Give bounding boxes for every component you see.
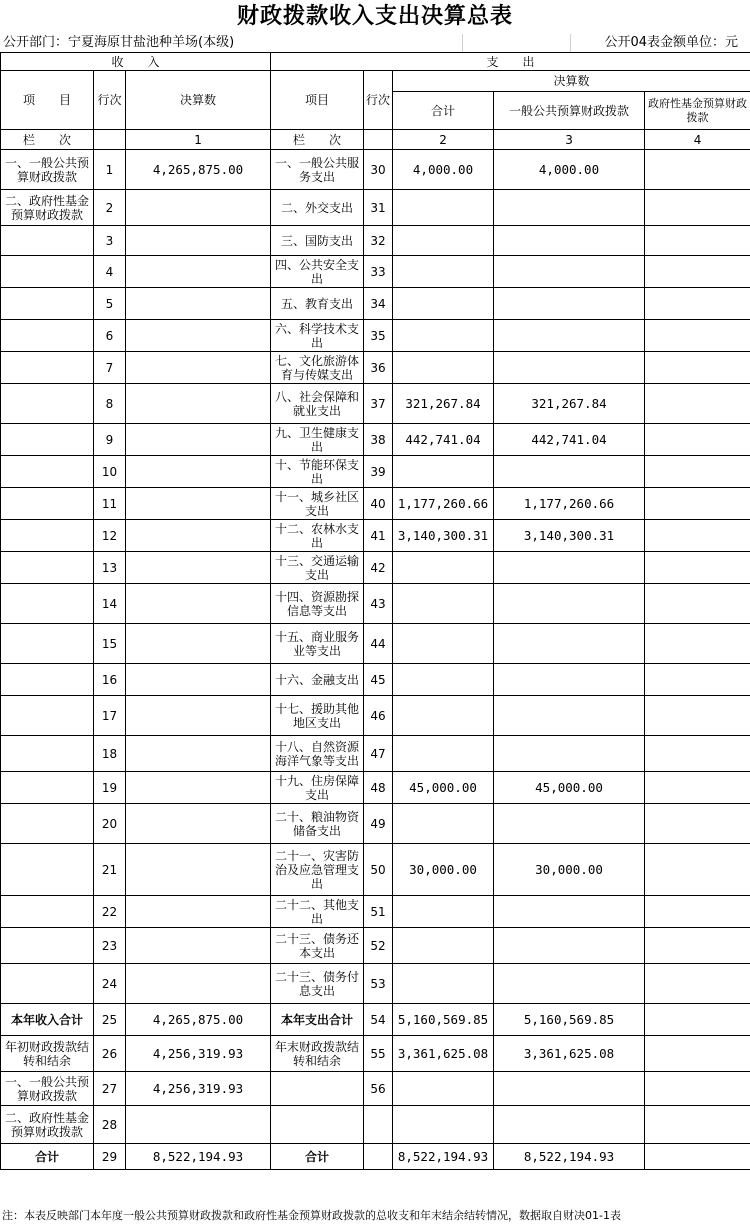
page-title: 财政拨款收入支出决算总表 [236,4,513,29]
income-row-no-cell: 8 [94,384,126,424]
expense-total-cell [393,456,494,488]
table-row [1,1144,750,1170]
income-row-no-cell: 18 [94,736,126,772]
income-row-no-cell: 4 [94,256,126,288]
table-row [1,736,750,772]
income-item-cell [1,696,94,736]
income-item-cell [1,772,94,804]
expense-row-no-cell: 52 [364,928,393,964]
table-row [1,584,750,624]
income-item-cell [1,736,94,772]
expense-general-cell [494,624,645,664]
table-row [1,804,750,844]
expense-fund-cell [645,456,750,488]
expense-fund-cell [645,488,750,520]
expense-general-cell: 1,177,260.66 [494,488,645,520]
divider [570,34,571,52]
income-amount-cell: 4,265,875.00 [126,1004,271,1036]
expense-item-cell: 四、公共安全支出 [271,256,364,288]
income-item-cell [1,664,94,696]
expense-total-cell [393,696,494,736]
expense-general-cell: 45,000.00 [494,772,645,804]
expense-total-cell: 30,000.00 [393,844,494,896]
income-row-no-cell: 28 [94,1106,126,1144]
income-item-cell: 合计 [1,1144,94,1170]
expense-general-cell [494,288,645,320]
expense-item-cell: 一、一般公共服务支出 [271,150,364,190]
expense-row-no-cell: 42 [364,552,393,584]
expense-fund-cell [645,288,750,320]
expense-general-cell [494,456,645,488]
expense-general-cell: 5,160,569.85 [494,1004,645,1036]
expense-row-no-cell: 31 [364,190,393,226]
income-amount-cell [126,664,271,696]
expense-general-cell [494,190,645,226]
expense-general-cell: 4,000.00 [494,150,645,190]
income-row-no-cell: 29 [94,1144,126,1170]
income-row-no-cell: 6 [94,320,126,352]
income-item-cell: 二、政府性基金预算财政拨款 [1,190,94,226]
table-row [1,1072,750,1106]
expense-row-no-cell [364,1106,393,1144]
income-amount-cell [126,320,271,352]
expense-total-cell [393,584,494,624]
expense-row-no-cell: 41 [364,520,393,552]
expense-total-cell [393,256,494,288]
income-amount-cell [126,288,271,320]
income-amount-cell [126,226,271,256]
table-row [1,896,750,928]
table-row [1,352,750,384]
table-row [1,964,750,1004]
income-item-cell [1,584,94,624]
income-item-cell: 二、政府性基金预算财政拨款 [1,1106,94,1144]
footnote: 注：本表反映部门本年度一般公共预算财政拨款和政府性基金预算财政拨款的总收支和年末结余结转情况，数据取自财决01-1表 [2,1209,621,1222]
expense-fund-cell [645,736,750,772]
expense-item-cell: 二十二、其他支出 [271,896,364,928]
expense-total-cell: 8,522,194.93 [393,1144,494,1170]
income-row-no-cell: 13 [94,552,126,584]
table-row [1,696,750,736]
expense-row-no-cell: 45 [364,664,393,696]
expense-total-cell: 3,140,300.31 [393,520,494,552]
expense-item-cell: 六、科学技术支出 [271,320,364,352]
income-row-no-cell: 3 [94,226,126,256]
expense-total-cell [393,288,494,320]
expense-general-cell: 30,000.00 [494,844,645,896]
col-index: 3 [494,130,645,150]
expense-fund-cell [645,352,750,384]
general-budget-header: 一般公共预算财政拨款 [494,92,645,130]
expense-row-no-cell: 34 [364,288,393,320]
expense-general-cell [494,352,645,384]
income-item-cell [1,320,94,352]
expense-general-cell [494,804,645,844]
expense-fund-cell [645,424,750,456]
expense-total-cell [393,624,494,664]
expense-section-header: 支 出 [271,53,750,71]
table-row [1,150,750,190]
col-label: 栏 次 [271,130,364,150]
expense-fund-cell [645,664,750,696]
expense-general-cell [494,928,645,964]
expense-total-cell [393,664,494,696]
expense-row-no-cell: 53 [364,964,393,1004]
income-row-no-cell: 27 [94,1072,126,1106]
income-amount-cell [126,424,271,456]
expense-row-no-cell: 36 [364,352,393,384]
table-row [1,384,750,424]
income-item-cell [1,456,94,488]
income-item-cell [1,226,94,256]
expense-fund-cell [645,964,750,1004]
table-row [1,488,750,520]
expense-total-cell: 3,361,625.08 [393,1036,494,1072]
expense-item-cell: 年末财政拨款结转和结余 [271,1036,364,1072]
income-amount-cell [126,190,271,226]
expense-row-no-cell: 38 [364,424,393,456]
income-amount-cell [126,352,271,384]
expense-general-cell [494,964,645,1004]
expense-item-cell: 七、文化旅游体育与传媒支出 [271,352,364,384]
income-amount-cell [126,1106,271,1144]
income-item-cell: 年初财政拨款结转和结余 [1,1036,94,1072]
expense-item-cell: 十七、援助其他地区支出 [271,696,364,736]
expense-total-cell [393,964,494,1004]
form-unit-label: 公开04表金额单位：元 [604,35,738,50]
income-item-cell [1,844,94,896]
income-row-no-cell: 2 [94,190,126,226]
expense-row-no-cell: 47 [364,736,393,772]
expense-total-cell [393,552,494,584]
expense-total-cell [393,320,494,352]
expense-fund-cell [645,552,750,584]
expense-total-cell [393,804,494,844]
expense-fund-cell [645,624,750,664]
expense-fund-cell [645,696,750,736]
expense-total-cell: 5,160,569.85 [393,1004,494,1036]
income-item-cell [1,288,94,320]
income-row-no-cell: 21 [94,844,126,896]
expense-general-cell: 321,267.84 [494,384,645,424]
expense-fund-cell [645,1144,750,1170]
expense-row-no-cell: 30 [364,150,393,190]
income-amount-cell [126,772,271,804]
expense-row-no-cell: 50 [364,844,393,896]
expense-row-no-cell: 55 [364,1036,393,1072]
meta-bar [0,34,750,52]
expense-total-cell: 4,000.00 [393,150,494,190]
income-item-cell [1,804,94,844]
expense-fund-cell [645,584,750,624]
expense-row-no-cell [364,1144,393,1170]
expense-item-cell: 本年支出合计 [271,1004,364,1036]
income-amount-cell: 4,256,319.93 [126,1072,271,1106]
expense-item-cell: 八、社会保障和就业支出 [271,384,364,424]
income-item-cell: 一、一般公共预算财政拨款 [1,150,94,190]
expense-row-no-cell: 56 [364,1072,393,1106]
table-row [1,520,750,552]
income-row-no-cell: 17 [94,696,126,736]
department-label: 公开部门：宁夏海原甘盐池种羊场(本级) [3,35,235,50]
expense-fund-cell [645,804,750,844]
income-amount-cell [126,844,271,896]
col-index: 4 [645,130,750,150]
expense-fund-cell [645,150,750,190]
expense-fund-cell [645,772,750,804]
expense-item-cell: 十一、城乡社区支出 [271,488,364,520]
table-row [1,1036,750,1072]
income-row-no-cell: 15 [94,624,126,664]
expense-total-cell [393,928,494,964]
expense-total-cell: 442,741.04 [393,424,494,456]
income-row-no-cell: 26 [94,1036,126,1072]
expense-row-no-cell: 35 [364,320,393,352]
expense-item-header: 项目 [271,71,364,130]
income-row-no-cell: 5 [94,288,126,320]
table-row [1,928,750,964]
income-item-cell [1,256,94,288]
income-amount-cell [126,928,271,964]
income-amount-header: 决算数 [126,71,271,130]
expense-fund-cell [645,1036,750,1072]
income-row-no-cell: 16 [94,664,126,696]
income-item-cell [1,964,94,1004]
income-row-no-cell: 7 [94,352,126,384]
income-amount-cell: 8,522,194.93 [126,1144,271,1170]
income-amount-cell [126,488,271,520]
expense-row-no-cell: 32 [364,226,393,256]
expense-general-cell [494,736,645,772]
expense-item-cell: 十八、自然资源海洋气象等支出 [271,736,364,772]
expense-item-cell: 合计 [271,1144,364,1170]
expense-general-cell: 3,140,300.31 [494,520,645,552]
income-amount-cell [126,896,271,928]
income-row-no-cell: 9 [94,424,126,456]
table-row [1,772,750,804]
expense-amount-header: 决算数 [393,71,750,92]
table-row [1,624,750,664]
expense-item-cell: 二十三、债务还本支出 [271,928,364,964]
income-item-cell [1,552,94,584]
income-row-no-cell: 24 [94,964,126,1004]
expense-row-no-cell: 39 [364,456,393,488]
income-amount-cell [126,696,271,736]
budget-table [0,52,750,1170]
expense-item-cell: 二十一、灾害防治及应急管理支出 [271,844,364,896]
income-row-no-cell: 20 [94,804,126,844]
expense-total-cell [393,896,494,928]
income-item-header: 项 目 [1,71,94,130]
expense-total-cell [393,352,494,384]
expense-general-cell [494,320,645,352]
expense-general-cell [494,1106,645,1144]
table-row [1,320,750,352]
expense-total-cell [393,1072,494,1106]
income-item-cell [1,896,94,928]
expense-item-cell: 二十、粮油物资储备支出 [271,804,364,844]
income-item-cell [1,928,94,964]
table-row [1,288,750,320]
expense-item-cell: 十、节能环保支出 [271,456,364,488]
expense-row-no-cell: 46 [364,696,393,736]
expense-fund-cell [645,1004,750,1036]
expense-item-cell: 十九、住房保障支出 [271,772,364,804]
income-item-cell [1,384,94,424]
income-amount-cell: 4,265,875.00 [126,150,271,190]
expense-total-cell: 321,267.84 [393,384,494,424]
expense-general-cell: 3,361,625.08 [494,1036,645,1072]
expense-item-cell: 十四、资源勘探信息等支出 [271,584,364,624]
expense-item-cell: 二十三、债务付息支出 [271,964,364,1004]
col-label: 栏 次 [1,130,94,150]
expense-row-no-cell: 49 [364,804,393,844]
expense-item-cell: 九、卫生健康支出 [271,424,364,456]
expense-item-cell: 二、外交支出 [271,190,364,226]
table-row [1,1106,750,1144]
income-row-no-cell: 23 [94,928,126,964]
table-row [1,256,750,288]
fund-budget-header: 政府性基金预算财政拨款 [645,92,750,130]
income-row-no-cell: 19 [94,772,126,804]
income-item-cell [1,352,94,384]
income-item-cell [1,424,94,456]
total-header: 合计 [393,92,494,130]
income-amount-cell [126,584,271,624]
income-amount-cell [126,804,271,844]
expense-general-cell: 442,741.04 [494,424,645,456]
col-index [364,130,393,150]
expense-row-no-cell: 51 [364,896,393,928]
expense-row-no-cell: 54 [364,1004,393,1036]
expense-item-cell [271,1106,364,1144]
income-amount-cell [126,384,271,424]
income-row-no-cell: 11 [94,488,126,520]
income-amount-cell [126,964,271,1004]
column-header-row [1,71,750,92]
expense-item-cell: 三、国防支出 [271,226,364,256]
expense-total-cell: 45,000.00 [393,772,494,804]
expense-total-cell [393,1106,494,1144]
income-amount-cell: 4,256,319.93 [126,1036,271,1072]
expense-row-no-cell: 33 [364,256,393,288]
expense-row-no-cell: 37 [364,384,393,424]
column-index-row [1,130,750,150]
section-header-row [1,53,750,71]
table-row [1,1004,750,1036]
expense-row-no-header: 行次 [364,71,393,130]
expense-total-cell [393,736,494,772]
expense-fund-cell [645,1072,750,1106]
income-item-cell: 本年收入合计 [1,1004,94,1036]
expense-fund-cell [645,190,750,226]
expense-item-cell: 十六、金融支出 [271,664,364,696]
col-index [94,130,126,150]
income-amount-cell [126,624,271,664]
expense-fund-cell [645,226,750,256]
expense-fund-cell [645,320,750,352]
income-item-cell [1,488,94,520]
expense-item-cell [271,1072,364,1106]
expense-item-cell: 十五、商业服务业等支出 [271,624,364,664]
expense-fund-cell [645,844,750,896]
income-row-no-cell: 25 [94,1004,126,1036]
divider [462,34,463,52]
table-row [1,190,750,226]
expense-general-cell [494,226,645,256]
table-row [1,424,750,456]
expense-row-no-cell: 44 [364,624,393,664]
expense-fund-cell [645,256,750,288]
expense-general-cell [494,896,645,928]
expense-general-cell: 8,522,194.93 [494,1144,645,1170]
income-amount-cell [126,736,271,772]
table-row [1,664,750,696]
expense-general-cell [494,1072,645,1106]
table-row [1,456,750,488]
table-row [1,226,750,256]
expense-general-cell [494,584,645,624]
income-row-no-cell: 12 [94,520,126,552]
income-row-no-cell: 22 [94,896,126,928]
income-item-cell [1,624,94,664]
income-item-cell [1,520,94,552]
expense-fund-cell [645,1106,750,1144]
expense-row-no-cell: 48 [364,772,393,804]
expense-fund-cell [645,928,750,964]
income-amount-cell [126,552,271,584]
income-row-no-cell: 14 [94,584,126,624]
income-amount-cell [126,256,271,288]
income-item-cell: 一、一般公共预算财政拨款 [1,1072,94,1106]
expense-total-cell: 1,177,260.66 [393,488,494,520]
income-amount-cell [126,520,271,552]
table-row [1,844,750,896]
table-row [1,552,750,584]
expense-total-cell [393,190,494,226]
income-section-header: 收 入 [1,53,271,71]
income-row-no-header: 行次 [94,71,126,130]
expense-general-cell [494,696,645,736]
expense-fund-cell [645,520,750,552]
col-index: 1 [126,130,271,150]
income-row-no-cell: 1 [94,150,126,190]
expense-item-cell: 五、教育支出 [271,288,364,320]
expense-fund-cell [645,896,750,928]
expense-item-cell: 十三、交通运输支出 [271,552,364,584]
expense-item-cell: 十二、农林水支出 [271,520,364,552]
income-row-no-cell: 10 [94,456,126,488]
expense-general-cell [494,664,645,696]
expense-total-cell [393,226,494,256]
expense-general-cell [494,256,645,288]
expense-fund-cell [645,384,750,424]
income-amount-cell [126,456,271,488]
expense-row-no-cell: 40 [364,488,393,520]
expense-row-no-cell: 43 [364,584,393,624]
col-index: 2 [393,130,494,150]
expense-general-cell [494,552,645,584]
